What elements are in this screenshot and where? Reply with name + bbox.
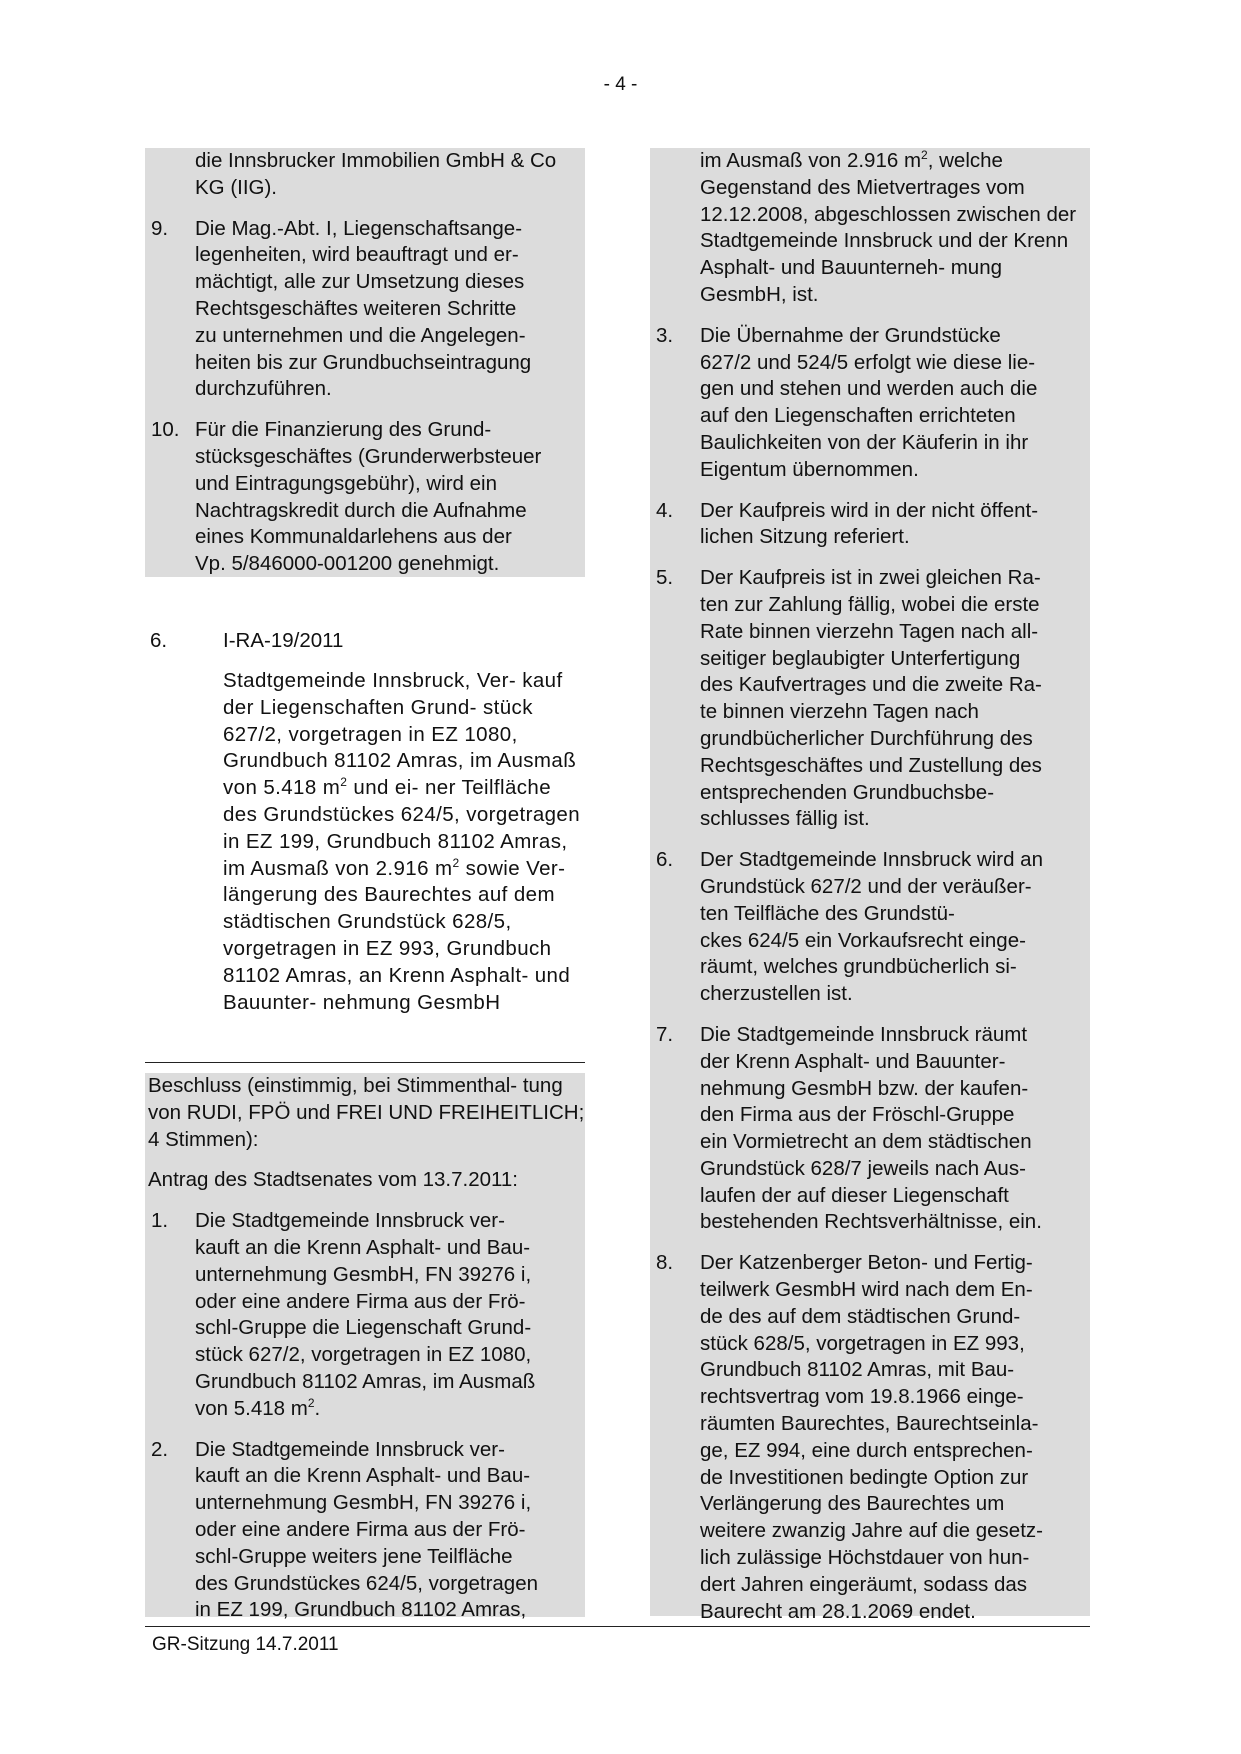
text-line: Grundbuch 81102 Amras, im <box>223 829 568 880</box>
text-line: und Eintragungsgebühr), wird ein <box>195 471 497 495</box>
text-line: Baulichkeiten von der Käuferin in ihr <box>700 430 1029 454</box>
text-line: ein Vormietrecht an dem städtischen <box>700 1130 1032 1154</box>
text-line: tung von RUDI, FPÖ und FREI UND <box>148 1074 563 1124</box>
text-line: te binnen vierzehn Tagen nach <box>700 700 979 724</box>
item-number: 3. <box>656 323 674 347</box>
text-line: Die Stadtgemeinde Innsbruck ver- <box>195 1209 505 1233</box>
antrag <box>145 1167 585 1194</box>
text-line: Krenn Asphalt- und Bauunter- <box>223 963 571 1014</box>
text-line: Krenn Asphalt- und Bauunterneh- <box>700 229 1069 280</box>
text-line: mächtigt, alle zur Umsetzung dieses <box>195 270 525 294</box>
continued-text <box>650 148 1090 309</box>
text-line: stück 627/2, vorgetragen in EZ <box>223 695 533 746</box>
text-line: Grundstück 628/7 jeweils nach Aus- <box>700 1156 1026 1180</box>
text-line: Rate binnen vierzehn Tagen nach all- <box>700 619 1039 643</box>
list-item-2 <box>145 1437 585 1625</box>
text-line: der Krenn Asphalt- und Bauunter- <box>700 1049 1006 1073</box>
list-item-4 <box>650 498 1090 552</box>
text-line: Grundbuch 81102 Amras, an <box>223 936 552 987</box>
text-line: ge, EZ 994, eine durch entsprechen- <box>700 1438 1033 1462</box>
text-line: stück 627/2, vorgetragen in EZ 1080, <box>195 1343 532 1367</box>
text-fragment: , welche <box>927 149 1003 172</box>
list-item-3 <box>650 323 1090 484</box>
footer-text: GR-Sitzung 14.7.2011 <box>152 1634 339 1655</box>
text-line: Vp. 5/846000-001200 genehmigt. <box>195 552 500 576</box>
item-number: 4. <box>656 498 674 522</box>
superscript: 2 <box>921 148 928 163</box>
text-line: 1080, Grundbuch 81102 Amras, <box>223 722 518 773</box>
text-line: legenheiten, wird beauftragt und er- <box>195 243 519 267</box>
text-fragment: im Ausmaß von 2.916 m <box>700 149 922 172</box>
text-line: entsprechenden Grundbuchsbe- <box>700 780 995 804</box>
text-line: FREIHEITLICH; 4 Stimmen): <box>148 1100 585 1151</box>
text-line: räumten Baurechtes, Baurechtseinla- <box>700 1412 1039 1436</box>
item-number: 5. <box>656 566 674 590</box>
text-line: kauft an die Krenn Asphalt- und Bau- <box>195 1235 531 1259</box>
text-line: lich zulässige Höchstdauer von hun- <box>700 1546 1030 1570</box>
resolution-block <box>145 1073 585 1622</box>
text-line: stücksgeschäftes (Grunderwerbsteuer <box>195 444 542 468</box>
text-line: dem städtischen Grundstück <box>223 883 555 934</box>
text-line: der Stadtgemeinde Innsbruck und der <box>700 202 1077 253</box>
superscript: 2 <box>452 855 460 870</box>
text-line: des Kaufvertrages und die zweite Ra- <box>700 673 1042 697</box>
text-line: Der Kaufpreis wird in der nicht öffent- <box>700 498 1039 522</box>
text-line: Die Übernahme der Grundstücke <box>700 323 1001 347</box>
text-line: Beschluss (einstimmig, bei Stimmenthal- <box>148 1074 518 1097</box>
text-line: Die Stadtgemeinde Innsbruck ver- <box>195 1437 505 1461</box>
text-line: oder eine andere Firma aus der Frö- <box>195 1289 526 1313</box>
item-number: 8. <box>656 1251 674 1275</box>
text-line: 624/5, vorgetragen in EZ 199, <box>223 802 581 853</box>
text-line: lichen Sitzung referiert. <box>700 525 910 549</box>
text-line: kauf der Liegenschaften Grund- <box>223 669 563 719</box>
list-item-1 <box>145 1208 585 1422</box>
list-item-5 <box>650 565 1090 833</box>
text-line: 627/2 und 524/5 erfolgt wie diese lie- <box>700 350 1036 374</box>
text-fragment: sowie Ver- <box>459 856 566 880</box>
text-line: de Investitionen bedingte Option zur <box>700 1465 1029 1489</box>
text-line: Für die Finanzierung des Grund- <box>195 418 492 442</box>
text-line: ten Teilfläche des Grundstü- <box>700 901 955 925</box>
text-line: gen und stehen und werden auch die <box>700 377 1038 401</box>
text-line: dert Jahren eingeräumt, sodass das <box>700 1572 1028 1596</box>
text-line: rechtsvertrag vom 19.8.1966 einge- <box>700 1385 1024 1409</box>
beschluss <box>145 1073 585 1153</box>
item-number: 7. <box>656 1022 674 1046</box>
text-line: des Grundstückes 624/5, vorgetragen <box>195 1571 539 1595</box>
text-line: schl-Gruppe die Liegenschaft Grund- <box>195 1316 532 1340</box>
text-line: in EZ 199, Grundbuch 81102 Amras, <box>195 1598 527 1622</box>
text-line: Die Stadtgemeinde Innsbruck räumt <box>700 1022 1028 1046</box>
text-fragment: Ausmaß von 2.916 m <box>250 856 453 880</box>
superscript: 2 <box>340 775 348 790</box>
text-line: Der Stadtgemeinde Innsbruck wird an <box>700 848 1043 872</box>
text-line: 628/5, vorgetragen in EZ 993, <box>223 910 512 960</box>
text-line: nehmung GesmbH <box>322 990 501 1014</box>
text-line: heiten bis zur Grundbuchseintragung <box>195 350 532 374</box>
text-line: eines Kommunaldarlehens aus der <box>195 525 512 549</box>
text-line: Die Mag.-Abt. I, Liegenschaftsange- <box>195 216 523 240</box>
text-line: stück 628/5, vorgetragen in EZ 993, <box>700 1331 1025 1355</box>
text-line: unternehmung GesmbH, FN 39276 i, <box>195 1491 532 1515</box>
text-line: unternehmung GesmbH, FN 39276 i, <box>195 1262 532 1286</box>
text-line: Grundbuch 81102 Amras, im Ausmaß <box>195 1369 536 1393</box>
list-item-9 <box>145 216 585 404</box>
list-item-10 <box>145 417 585 578</box>
text-line: teilwerk GesmbH wird nach dem En- <box>700 1278 1033 1302</box>
text-line: Grundbuch 81102 Amras, mit Bau- <box>700 1358 1015 1382</box>
list-item-8 <box>650 1250 1090 1625</box>
text-line: Baurecht am 28.1.2069 endet. <box>700 1599 976 1623</box>
text-line <box>195 1396 585 1423</box>
text-line: Co KG (IIG). <box>195 149 557 199</box>
agenda-title <box>223 668 588 1016</box>
text-line: weitere zwanzig Jahre auf die gesetz- <box>700 1519 1043 1543</box>
text-line: Rechtsgeschäftes und Zustellung des <box>700 753 1042 777</box>
item-number: 6. <box>656 848 674 872</box>
text-line: den Firma aus der Fröschl-Gruppe <box>700 1103 1015 1127</box>
text-line: zu unternehmen und die Angelegen- <box>195 323 526 347</box>
footer-divider <box>145 1626 1090 1627</box>
text-line: kauft an die Krenn Asphalt- und Bau- <box>195 1464 531 1488</box>
text-line: die Innsbrucker Immobilien GmbH & <box>195 149 525 172</box>
text-line: ten zur Zahlung fällig, wobei die erste <box>700 592 1040 616</box>
agenda-divider <box>145 1062 585 1063</box>
text-line: nehmung GesmbH bzw. der kaufen- <box>700 1076 1029 1100</box>
item-number: 10. <box>151 418 180 442</box>
superscript: 2 <box>307 1395 315 1410</box>
text-line: mung GesmbH, ist. <box>700 256 1003 306</box>
text-line: de des auf dem städtischen Grund- <box>700 1304 1021 1328</box>
continued-text <box>145 148 585 202</box>
text-line: bestehenden Rechtsverhältnisse, ein. <box>700 1210 1042 1234</box>
text-fragment: im Ausmaß von 5.418 m <box>223 749 577 800</box>
item-number: 2. <box>151 1437 169 1461</box>
text-line: oder eine andere Firma aus der Frö- <box>195 1517 526 1541</box>
text-line: Gegenstand des Mietvertrages vom <box>700 175 1025 199</box>
text-line: 12.12.2008, abgeschlossen zwischen <box>700 202 1041 226</box>
right-column <box>650 148 1090 1623</box>
item-number: 1. <box>151 1209 169 1233</box>
left-top-block <box>145 148 585 577</box>
text-line: durchzuführen. <box>195 377 332 401</box>
text-line: längerung des Baurechtes auf <box>223 883 508 907</box>
text-line: cherzustellen ist. <box>700 982 853 1006</box>
agenda-number: 6. <box>150 629 168 652</box>
list-item-7 <box>650 1022 1090 1236</box>
text-line: Stadtgemeinde Innsbruck, Ver- <box>223 669 517 692</box>
item-number: 9. <box>151 216 169 240</box>
text-line: Verlängerung des Baurechtes um <box>700 1492 1005 1516</box>
text-line <box>250 857 565 880</box>
text-line: Der Kaufpreis ist in zwei gleichen Ra- <box>700 566 1041 590</box>
text-line: schl-Gruppe weiters jene Teilfläche <box>195 1544 513 1568</box>
text-fragment: . <box>314 1396 321 1420</box>
agenda-id: I-RA-19/2011 <box>223 629 344 652</box>
text-line: Eigentum übernommen. <box>700 457 919 481</box>
text-line: schlusses fällig ist. <box>700 807 870 831</box>
text-line: Rechtsgeschäftes weiteren Schritte <box>195 296 517 320</box>
text-line: laufen der auf dieser Liegenschaft <box>700 1183 1009 1207</box>
text-line: Der Katzenberger Beton- und Fertig- <box>700 1251 1033 1275</box>
text-line: auf den Liegenschaften errichteten <box>700 404 1016 428</box>
text-line: Nachtragskredit durch die Aufnahme <box>195 498 527 522</box>
text-line: Grundstück 627/2 und der veräußer- <box>700 874 1032 898</box>
text-line: grundbücherlicher Durchführung des <box>700 726 1033 750</box>
text-line: seitiger beglaubigter Unterfertigung <box>700 646 1021 670</box>
text-fragment: von 5.418 m <box>195 1396 308 1420</box>
text-line <box>700 149 1003 172</box>
text-line: ckes 624/5 ein Vorkaufsrecht einge- <box>700 928 1026 952</box>
text-fragment: und ei- <box>347 776 419 800</box>
list-item-6 <box>650 847 1090 1008</box>
text-line: räumt, welches grundbücherlich si- <box>700 955 1017 979</box>
page-number: - 4 - <box>603 74 638 95</box>
text-line: Antrag des Stadtsenates vom 13.7.2011: <box>148 1168 519 1192</box>
text-line: ner Teilfläche des Grundstückes <box>223 776 552 826</box>
